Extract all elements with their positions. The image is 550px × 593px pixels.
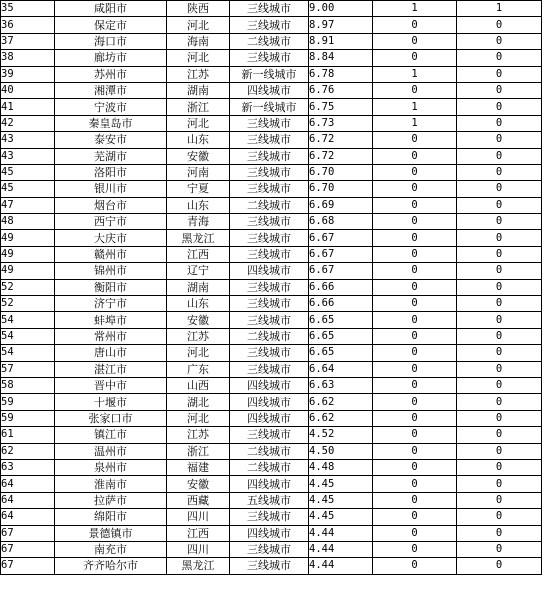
- city-cell: 海口市: [55, 33, 167, 49]
- tier-cell: 三线城市: [230, 181, 309, 197]
- city-cell: 廊坊市: [55, 50, 167, 66]
- table-row: [1, 427, 542, 443]
- tier-cell: 三线城市: [230, 509, 309, 525]
- rank-cell: 42: [1, 115, 55, 131]
- flag-b-cell: 0: [457, 377, 542, 393]
- rank-cell: 40: [1, 82, 55, 98]
- flag-a-cell: 0: [373, 394, 457, 410]
- tier-cell: 三线城市: [230, 246, 309, 262]
- flag-a-cell: 0: [373, 296, 457, 312]
- flag-b-cell: 0: [457, 17, 542, 33]
- flag-b-cell: 0: [457, 345, 542, 361]
- city-cell: 锦州市: [55, 263, 167, 279]
- flag-b-cell: 0: [457, 541, 542, 557]
- score-cell: 4.44: [309, 558, 373, 574]
- rank-cell: 54: [1, 328, 55, 344]
- province-cell: 河北: [167, 50, 230, 66]
- flag-b-cell: 0: [457, 99, 542, 115]
- score-cell: 6.66: [309, 296, 373, 312]
- province-cell: 四川: [167, 541, 230, 557]
- city-cell: 晋中市: [55, 377, 167, 393]
- flag-a-cell: 0: [373, 410, 457, 426]
- table-row: [1, 525, 542, 541]
- flag-b-cell: 0: [457, 246, 542, 262]
- flag-b-cell: 0: [457, 525, 542, 541]
- flag-a-cell: 0: [373, 33, 457, 49]
- flag-b-cell: 0: [457, 181, 542, 197]
- flag-a-cell: 1: [373, 66, 457, 82]
- city-cell: 衡阳市: [55, 279, 167, 295]
- flag-b-cell: 0: [457, 50, 542, 66]
- tier-cell: 三线城市: [230, 164, 309, 180]
- table-row: [1, 197, 542, 213]
- city-cell: 景德镇市: [55, 525, 167, 541]
- tier-cell: 二线城市: [230, 443, 309, 459]
- province-cell: 河北: [167, 345, 230, 361]
- city-cell: 十堰市: [55, 394, 167, 410]
- province-cell: 江苏: [167, 66, 230, 82]
- rank-cell: 67: [1, 525, 55, 541]
- tier-cell: 三线城市: [230, 558, 309, 574]
- flag-a-cell: 1: [373, 1, 457, 17]
- flag-b-cell: 0: [457, 132, 542, 148]
- tier-cell: 二线城市: [230, 197, 309, 213]
- rank-cell: 35: [1, 1, 55, 17]
- tier-cell: 四线城市: [230, 476, 309, 492]
- table-row: [1, 164, 542, 180]
- score-cell: 4.45: [309, 476, 373, 492]
- rank-cell: 39: [1, 66, 55, 82]
- province-cell: 陕西: [167, 1, 230, 17]
- tier-cell: 二线城市: [230, 459, 309, 475]
- table-row: [1, 361, 542, 377]
- table-row: [1, 394, 542, 410]
- flag-a-cell: 0: [373, 263, 457, 279]
- flag-b-cell: 0: [457, 296, 542, 312]
- city-cell: 济宁市: [55, 296, 167, 312]
- tier-cell: 三线城市: [230, 279, 309, 295]
- score-cell: 6.65: [309, 328, 373, 344]
- province-cell: 四川: [167, 509, 230, 525]
- flag-a-cell: 0: [373, 214, 457, 230]
- table-row: [1, 263, 542, 279]
- score-cell: 6.67: [309, 263, 373, 279]
- flag-a-cell: 1: [373, 115, 457, 131]
- tier-cell: 三线城市: [230, 214, 309, 230]
- flag-a-cell: 0: [373, 427, 457, 443]
- score-cell: 6.70: [309, 181, 373, 197]
- score-cell: 6.63: [309, 377, 373, 393]
- score-cell: 6.70: [309, 164, 373, 180]
- province-cell: 广东: [167, 361, 230, 377]
- rank-cell: 63: [1, 459, 55, 475]
- province-cell: 河北: [167, 17, 230, 33]
- city-cell: 烟台市: [55, 197, 167, 213]
- table-row: [1, 66, 542, 82]
- score-cell: 6.72: [309, 132, 373, 148]
- score-cell: 6.78: [309, 66, 373, 82]
- tier-cell: 四线城市: [230, 525, 309, 541]
- flag-b-cell: 0: [457, 115, 542, 131]
- flag-a-cell: 0: [373, 197, 457, 213]
- tier-cell: 三线城市: [230, 1, 309, 17]
- table-row: [1, 82, 542, 98]
- city-cell: 蚌埠市: [55, 312, 167, 328]
- province-cell: 山东: [167, 197, 230, 213]
- rank-cell: 54: [1, 345, 55, 361]
- tier-cell: 四线城市: [230, 263, 309, 279]
- flag-b-cell: 0: [457, 509, 542, 525]
- tier-cell: 三线城市: [230, 148, 309, 164]
- rank-cell: 58: [1, 377, 55, 393]
- score-cell: 9.00: [309, 1, 373, 17]
- tier-cell: 四线城市: [230, 410, 309, 426]
- tier-cell: 四线城市: [230, 377, 309, 393]
- table-row: [1, 541, 542, 557]
- flag-b-cell: 0: [457, 214, 542, 230]
- flag-b-cell: 0: [457, 148, 542, 164]
- flag-a-cell: 0: [373, 476, 457, 492]
- rank-cell: 67: [1, 541, 55, 557]
- rank-cell: 37: [1, 33, 55, 49]
- score-cell: 6.62: [309, 394, 373, 410]
- city-cell: 齐齐哈尔市: [55, 558, 167, 574]
- tier-cell: 新一线城市: [230, 99, 309, 115]
- rank-cell: 38: [1, 50, 55, 66]
- table-row: [1, 476, 542, 492]
- tier-cell: 三线城市: [230, 230, 309, 246]
- flag-b-cell: 0: [457, 263, 542, 279]
- table-row: [1, 279, 542, 295]
- table-row: [1, 345, 542, 361]
- score-cell: 6.66: [309, 279, 373, 295]
- flag-a-cell: 0: [373, 377, 457, 393]
- flag-a-cell: 0: [373, 361, 457, 377]
- flag-a-cell: 0: [373, 525, 457, 541]
- table-row: [1, 312, 542, 328]
- tier-cell: 三线城市: [230, 50, 309, 66]
- city-cell: 湛江市: [55, 361, 167, 377]
- flag-a-cell: 0: [373, 312, 457, 328]
- tier-cell: 三线城市: [230, 427, 309, 443]
- tier-cell: 三线城市: [230, 132, 309, 148]
- rank-cell: 61: [1, 427, 55, 443]
- flag-a-cell: 0: [373, 279, 457, 295]
- flag-a-cell: 0: [373, 181, 457, 197]
- city-cell: 泉州市: [55, 459, 167, 475]
- flag-b-cell: 0: [457, 230, 542, 246]
- rank-cell: 62: [1, 443, 55, 459]
- province-cell: 山东: [167, 296, 230, 312]
- province-cell: 宁夏: [167, 181, 230, 197]
- flag-b-cell: 0: [457, 279, 542, 295]
- score-cell: 6.65: [309, 312, 373, 328]
- tier-cell: 三线城市: [230, 296, 309, 312]
- rank-cell: 64: [1, 509, 55, 525]
- province-cell: 浙江: [167, 99, 230, 115]
- flag-b-cell: 1: [457, 1, 542, 17]
- flag-b-cell: 0: [457, 328, 542, 344]
- tier-cell: 三线城市: [230, 312, 309, 328]
- score-cell: 6.64: [309, 361, 373, 377]
- flag-a-cell: 0: [373, 541, 457, 557]
- rank-cell: 59: [1, 394, 55, 410]
- flag-b-cell: 0: [457, 164, 542, 180]
- table-row: [1, 50, 542, 66]
- table-row: [1, 230, 542, 246]
- province-cell: 江西: [167, 246, 230, 262]
- province-cell: 湖北: [167, 394, 230, 410]
- flag-a-cell: 0: [373, 132, 457, 148]
- city-cell: 苏州市: [55, 66, 167, 82]
- flag-b-cell: 0: [457, 459, 542, 475]
- table-row: [1, 1, 542, 17]
- province-cell: 安徽: [167, 148, 230, 164]
- flag-a-cell: 0: [373, 164, 457, 180]
- city-cell: 温州市: [55, 443, 167, 459]
- rank-cell: 49: [1, 263, 55, 279]
- score-cell: 6.67: [309, 246, 373, 262]
- rank-cell: 43: [1, 132, 55, 148]
- score-cell: 6.72: [309, 148, 373, 164]
- table-row: [1, 492, 542, 508]
- score-cell: 4.48: [309, 459, 373, 475]
- province-cell: 江苏: [167, 328, 230, 344]
- province-cell: 河南: [167, 164, 230, 180]
- province-cell: 福建: [167, 459, 230, 475]
- province-cell: 湖南: [167, 279, 230, 295]
- city-cell: 洛阳市: [55, 164, 167, 180]
- score-cell: 6.62: [309, 410, 373, 426]
- table-row: [1, 214, 542, 230]
- rank-cell: 47: [1, 197, 55, 213]
- city-cell: 常州市: [55, 328, 167, 344]
- flag-b-cell: 0: [457, 361, 542, 377]
- flag-b-cell: 0: [457, 82, 542, 98]
- table-row: [1, 377, 542, 393]
- table-row: [1, 99, 542, 115]
- score-cell: 4.45: [309, 492, 373, 508]
- tier-cell: 三线城市: [230, 541, 309, 557]
- flag-b-cell: 0: [457, 66, 542, 82]
- city-cell: 湘潭市: [55, 82, 167, 98]
- city-cell: 淮南市: [55, 476, 167, 492]
- flag-a-cell: 0: [373, 148, 457, 164]
- score-cell: 6.67: [309, 230, 373, 246]
- province-cell: 河北: [167, 115, 230, 131]
- rank-cell: 52: [1, 279, 55, 295]
- table-row: [1, 33, 542, 49]
- rank-cell: 45: [1, 181, 55, 197]
- flag-b-cell: 0: [457, 427, 542, 443]
- flag-b-cell: 0: [457, 312, 542, 328]
- table-row: [1, 181, 542, 197]
- flag-a-cell: 0: [373, 459, 457, 475]
- score-cell: 4.44: [309, 541, 373, 557]
- rank-cell: 64: [1, 492, 55, 508]
- flag-a-cell: 0: [373, 82, 457, 98]
- score-cell: 8.84: [309, 50, 373, 66]
- tier-cell: 新一线城市: [230, 66, 309, 82]
- table-row: [1, 296, 542, 312]
- city-cell: 泰安市: [55, 132, 167, 148]
- city-cell: 南充市: [55, 541, 167, 557]
- score-cell: 6.69: [309, 197, 373, 213]
- flag-b-cell: 0: [457, 394, 542, 410]
- flag-b-cell: 0: [457, 476, 542, 492]
- flag-b-cell: 0: [457, 492, 542, 508]
- flag-b-cell: 0: [457, 197, 542, 213]
- tier-cell: 四线城市: [230, 394, 309, 410]
- table-row: [1, 328, 542, 344]
- province-cell: 江西: [167, 525, 230, 541]
- province-cell: 河北: [167, 410, 230, 426]
- city-cell: 芜湖市: [55, 148, 167, 164]
- flag-a-cell: 1: [373, 99, 457, 115]
- table-row: [1, 148, 542, 164]
- tier-cell: 三线城市: [230, 115, 309, 131]
- province-cell: 西藏: [167, 492, 230, 508]
- tier-cell: 四线城市: [230, 82, 309, 98]
- table-row: [1, 509, 542, 525]
- province-cell: 湖南: [167, 82, 230, 98]
- city-cell: 大庆市: [55, 230, 167, 246]
- city-cell: 赣州市: [55, 246, 167, 262]
- flag-b-cell: 0: [457, 443, 542, 459]
- flag-a-cell: 0: [373, 492, 457, 508]
- tier-cell: 三线城市: [230, 17, 309, 33]
- city-cell: 张家口市: [55, 410, 167, 426]
- rank-cell: 49: [1, 246, 55, 262]
- province-cell: 安徽: [167, 476, 230, 492]
- city-cell: 绵阳市: [55, 509, 167, 525]
- rank-cell: 52: [1, 296, 55, 312]
- rank-cell: 54: [1, 312, 55, 328]
- city-cell: 西宁市: [55, 214, 167, 230]
- flag-a-cell: 0: [373, 558, 457, 574]
- province-cell: 黑龙江: [167, 230, 230, 246]
- table-row: [1, 17, 542, 33]
- table-row: [1, 443, 542, 459]
- score-cell: 6.68: [309, 214, 373, 230]
- province-cell: 山西: [167, 377, 230, 393]
- rank-cell: 45: [1, 164, 55, 180]
- score-cell: 4.44: [309, 525, 373, 541]
- province-cell: 浙江: [167, 443, 230, 459]
- score-cell: 4.50: [309, 443, 373, 459]
- score-cell: 4.45: [309, 509, 373, 525]
- rank-cell: 41: [1, 99, 55, 115]
- flag-a-cell: 0: [373, 246, 457, 262]
- rank-cell: 59: [1, 410, 55, 426]
- table-row: [1, 246, 542, 262]
- province-cell: 辽宁: [167, 263, 230, 279]
- flag-a-cell: 0: [373, 509, 457, 525]
- province-cell: 海南: [167, 33, 230, 49]
- table-row: [1, 558, 542, 574]
- score-cell: 6.73: [309, 115, 373, 131]
- city-cell: 镇江市: [55, 427, 167, 443]
- table-row: [1, 410, 542, 426]
- province-cell: 安徽: [167, 312, 230, 328]
- flag-a-cell: 0: [373, 17, 457, 33]
- table-row: [1, 132, 542, 148]
- rank-cell: 64: [1, 476, 55, 492]
- tier-cell: 二线城市: [230, 33, 309, 49]
- tier-cell: 三线城市: [230, 361, 309, 377]
- flag-a-cell: 0: [373, 328, 457, 344]
- tier-cell: 二线城市: [230, 328, 309, 344]
- table-row: [1, 459, 542, 475]
- rank-cell: 67: [1, 558, 55, 574]
- city-cell: 唐山市: [55, 345, 167, 361]
- city-cell: 拉萨市: [55, 492, 167, 508]
- rank-cell: 43: [1, 148, 55, 164]
- flag-a-cell: 0: [373, 345, 457, 361]
- city-cell: 咸阳市: [55, 1, 167, 17]
- rank-cell: 49: [1, 230, 55, 246]
- city-cell: 秦皇岛市: [55, 115, 167, 131]
- tier-cell: 三线城市: [230, 345, 309, 361]
- score-cell: 4.52: [309, 427, 373, 443]
- city-cell: 保定市: [55, 17, 167, 33]
- city-cell: 宁波市: [55, 99, 167, 115]
- city-cell: 银川市: [55, 181, 167, 197]
- flag-a-cell: 0: [373, 230, 457, 246]
- flag-a-cell: 0: [373, 50, 457, 66]
- province-cell: 山东: [167, 132, 230, 148]
- table-row: [1, 115, 542, 131]
- score-cell: 6.75: [309, 99, 373, 115]
- rank-cell: 57: [1, 361, 55, 377]
- rank-cell: 36: [1, 17, 55, 33]
- province-cell: 青海: [167, 214, 230, 230]
- score-cell: 8.97: [309, 17, 373, 33]
- flag-b-cell: 0: [457, 410, 542, 426]
- rank-cell: 48: [1, 214, 55, 230]
- flag-a-cell: 0: [373, 443, 457, 459]
- score-cell: 8.91: [309, 33, 373, 49]
- tier-cell: 五线城市: [230, 492, 309, 508]
- flag-b-cell: 0: [457, 33, 542, 49]
- province-cell: 黑龙江: [167, 558, 230, 574]
- table-body: [1, 1, 542, 575]
- score-cell: 6.65: [309, 345, 373, 361]
- score-cell: 6.76: [309, 82, 373, 98]
- province-cell: 江苏: [167, 427, 230, 443]
- flag-b-cell: 0: [457, 558, 542, 574]
